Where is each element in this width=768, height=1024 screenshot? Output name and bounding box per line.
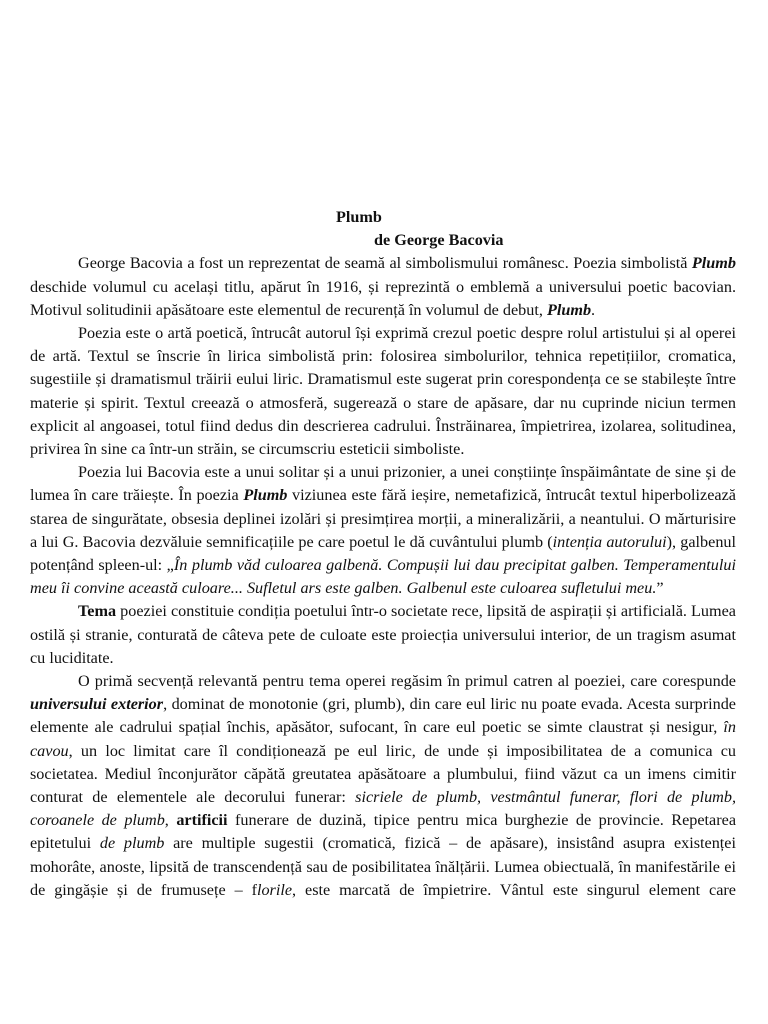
- text-run: George Bacovia a fost un reprezentat de seamă al simbolismului românesc. Poezia simbolistă: [78, 254, 692, 273]
- text-run: Poezia este o artă poetică, întrucât autorul își exprimă crezul poetic despre rolul artistului și al operei de artă. Textul se înscrie în lirica simbolistă prin: folosirea simbolurilor, tehnica repetițiilor, cromatica, sugestiile și dramatismul trăirii eului liric. Dramatismul este sugerat prin corespondența ce se stabilește între materie și spirit. Textul creează o atmosferă, sugerează o stare de apăsare, dar nu cuprinde niciun termen explicit al angoasei, totul fiind dedus din descrierea cadrului. Înstrăinarea, împietrirea, izolarea, solitudinea, privirea în sine ca într-un străin, se circumscriu esteticii simboliste.: [30, 324, 736, 459]
- italic-quote: în cavou: [30, 718, 736, 760]
- text-run: are multiple sugestii (cromatică, fizică – de apăsare), insistând asupra existenței mohorâte, anoste, lipsită de transcendență sau de posibilitatea înălțării. Lumea obiectuală, în manifestările ei de gingășie și de frumusețe – f: [30, 834, 736, 899]
- exterior-universe-emphasis: universului exterior: [30, 695, 164, 714]
- poem-title-emphasis: Plumb: [691, 254, 736, 273]
- volume-title-emphasis: Plumb: [546, 300, 592, 319]
- text-run: poeziei constituie condiția poetului într-o societate rece, lipsită de aspirații și artificială. Lumea ostilă și stranie, conturată de câteva pete de culoate este proiecția universului interior, de un tragism asumat cu luciditate.: [30, 602, 736, 667]
- text-run: funerare de duzină, tipice pentru mica burghezie de provincie. Repetarea epitetului: [30, 811, 736, 853]
- text-run: , dominat de monotonie (gri, plumb), din care eul liric nu poate evada. Acesta surprinde elemente ale cadrului spațial închis, apăsător, sufocant, în care eul poetic se simte claustrat și nesigur,: [30, 695, 736, 737]
- text-run: ”: [656, 579, 664, 598]
- text-run: ,: [164, 811, 177, 830]
- text-run: O primă secvență relevantă pentru tema operei regăsim în primul catren al poeziei, care corespunde: [78, 672, 736, 691]
- text-run: , un loc limitat care îl condiționează pe eul liric, de unde și imposibilitatea de a comunica cu societatea. Mediul înconjurător căpătă greutatea apăsătoare a plumbului, fiind văzut ca un imens cimitir conturat de elementele ale decorului funerar:: [30, 741, 736, 807]
- bold-keyword: artificii: [176, 811, 228, 830]
- paragraph-vision: [30, 461, 736, 600]
- paragraph-first-sequence: [30, 670, 736, 902]
- text-run: Poezia lui Bacovia este a unui solitar și a unui prizonier, a unei conștiințe înspăimântate de sine și de lumea în care trăiește. În poezia: [30, 463, 736, 505]
- italic-note: intenția autorului: [552, 532, 667, 551]
- text-run: .: [591, 300, 596, 319]
- document-title: Plumb: [336, 208, 382, 226]
- italic-quote: lorile: [256, 880, 293, 899]
- document-body: [30, 206, 736, 902]
- paragraph-theme: [30, 600, 736, 670]
- funeral-decor-quote: sicriele de plumb, vestmântul funerar, flori de plumb, coroanele de plumb: [30, 788, 736, 830]
- theme-keyword: Tema: [78, 602, 117, 621]
- text-run: ), galbenul potențând spleen-ul: „: [30, 532, 736, 575]
- text-run: viziunea este fără ieșire, nemetafizică, întrucât textul hiperbolizează starea de singurătate, obsesia deplinei izolări și presimțirea morții, a mineralizării, a neantului. O mărturisire a lui G. Bacovia dezvăluie semnificațiile pe care poetul le dă cuvântului plumb (: [30, 486, 736, 551]
- author-quote: În plumb văd culoarea galbenă. Compușii lui dau precipitat galben. Temperamentului meu îi convine această culoare... Sufletul ars este galben. Galbenul este culoarea sufletului meu.: [30, 556, 736, 598]
- epithet-quote: de plumb: [99, 834, 165, 853]
- text-run: deschide volumul cu același titlu, apărut în 1916, și reprezintă o emblemă a universului poetic bacovian. Motivul solitudinii apăsătoare este elementul de recurență în volumul de debut,: [30, 277, 736, 319]
- document-subtitle: de George Bacovia: [374, 231, 504, 250]
- poem-title-emphasis: Plumb: [243, 486, 288, 505]
- text-run: , este marcată de împietrire. Vântul este singurul element care: [292, 880, 736, 899]
- paragraph-ars-poetica: [30, 322, 736, 461]
- paragraph-intro: [30, 252, 736, 322]
